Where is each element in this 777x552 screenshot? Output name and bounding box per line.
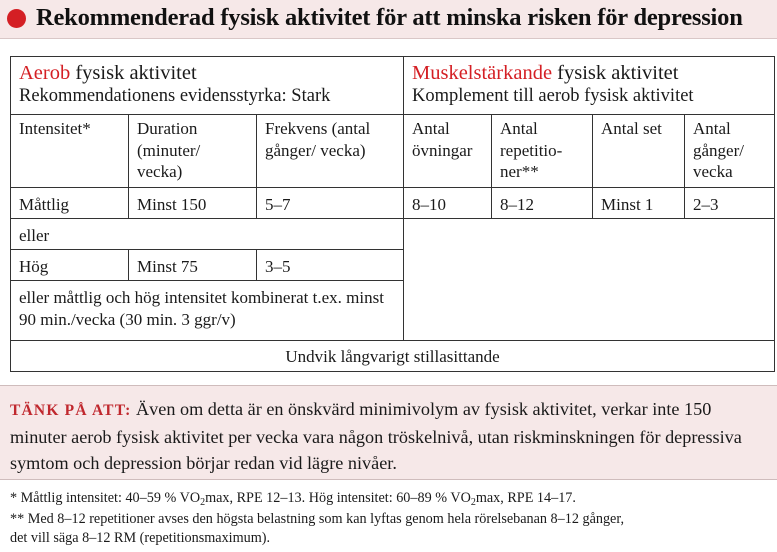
note-box bbox=[0, 385, 777, 480]
note-label: TÄNK PÅ ATT: bbox=[10, 402, 132, 419]
table-cell: 5–7 bbox=[257, 188, 404, 219]
column-header: Antal set bbox=[593, 115, 685, 188]
column-header: Antal gånger/ vecka bbox=[685, 115, 774, 188]
footnote-2-line-2: det vill säga 8–12 RM (repetitionsmaximum). bbox=[10, 530, 271, 546]
table-cell: Minst 75 bbox=[129, 250, 257, 281]
table-cell: Måttlig bbox=[11, 188, 129, 219]
table-cell: 3–5 bbox=[257, 250, 404, 281]
muskel-subtitle: Komplement till aerob fysisk aktivitet bbox=[412, 86, 694, 106]
bullet-dot-icon bbox=[7, 9, 26, 28]
subscript-2: 2 bbox=[200, 497, 206, 508]
column-header: Antal övningar bbox=[404, 115, 492, 188]
table-cell: Minst 150 bbox=[129, 188, 257, 219]
page-title: Rekommenderad fysisk aktivitet för att minska risken för depression bbox=[36, 4, 743, 31]
aerob-title-accent: Aerob bbox=[19, 62, 71, 84]
muskel-title-accent: Muskelstärkande bbox=[412, 62, 553, 84]
table-cell: 8–10 bbox=[404, 188, 492, 219]
title-bar bbox=[0, 0, 777, 39]
column-header: Intensitet* bbox=[11, 115, 129, 188]
footnote-1-part-c: max, RPE 14–17. bbox=[475, 490, 576, 506]
muskel-header bbox=[404, 57, 774, 115]
footnote-1-part-a: * Måttlig intensitet: 40–59 % VO bbox=[10, 490, 201, 506]
muskel-title-rest: fysisk aktivitet bbox=[552, 62, 679, 84]
table-cell: 8–12 bbox=[492, 188, 593, 219]
sedentary-row: Undvik långvarigt stillasittande bbox=[285, 347, 500, 366]
note-text: Även om detta är en önskvärd minimivolym av fysisk aktivitet, verkar inte 150 minuter aerob fysisk aktivitet per vecka vara någon tröskelnivå, utan riskminskningen för depressiva symtom och depression börjar redan vid lägre nivåer. bbox=[10, 399, 742, 473]
footnote-2-line-1: ** Med 8–12 repetitioner avses den högsta belastning som kan lyftas genom hela rörelsebanan 8–12 gånger, bbox=[10, 511, 625, 527]
table-cell: Hög bbox=[11, 250, 129, 281]
recommendation-table bbox=[10, 56, 775, 372]
column-header: Duration (minuter/ vecka) bbox=[129, 115, 257, 188]
footnote-1-part-b: max, RPE 12–13. Hög intensitet: 60–89 % VO bbox=[205, 490, 471, 506]
empty-block bbox=[404, 219, 774, 341]
combined-row: eller måttlig och hög intensitet kombinerat t.ex. minst 90 min./vecka (30 min. 3 ggr/v) bbox=[11, 281, 404, 341]
subscript-2: 2 bbox=[470, 497, 476, 508]
aerob-title-rest: fysisk aktivitet bbox=[70, 62, 197, 84]
column-header: Frekvens (antal gånger/ vecka) bbox=[257, 115, 404, 188]
footnote-1 bbox=[10, 489, 576, 507]
aerob-header bbox=[11, 57, 404, 115]
aerob-subtitle: Rekommendationens evidensstyrka: Stark bbox=[19, 86, 331, 106]
or-row: eller bbox=[11, 219, 404, 250]
table-cell: Minst 1 bbox=[593, 188, 685, 219]
column-header: Antal repetitio- ner** bbox=[492, 115, 593, 188]
table-cell: 2–3 bbox=[685, 188, 774, 219]
